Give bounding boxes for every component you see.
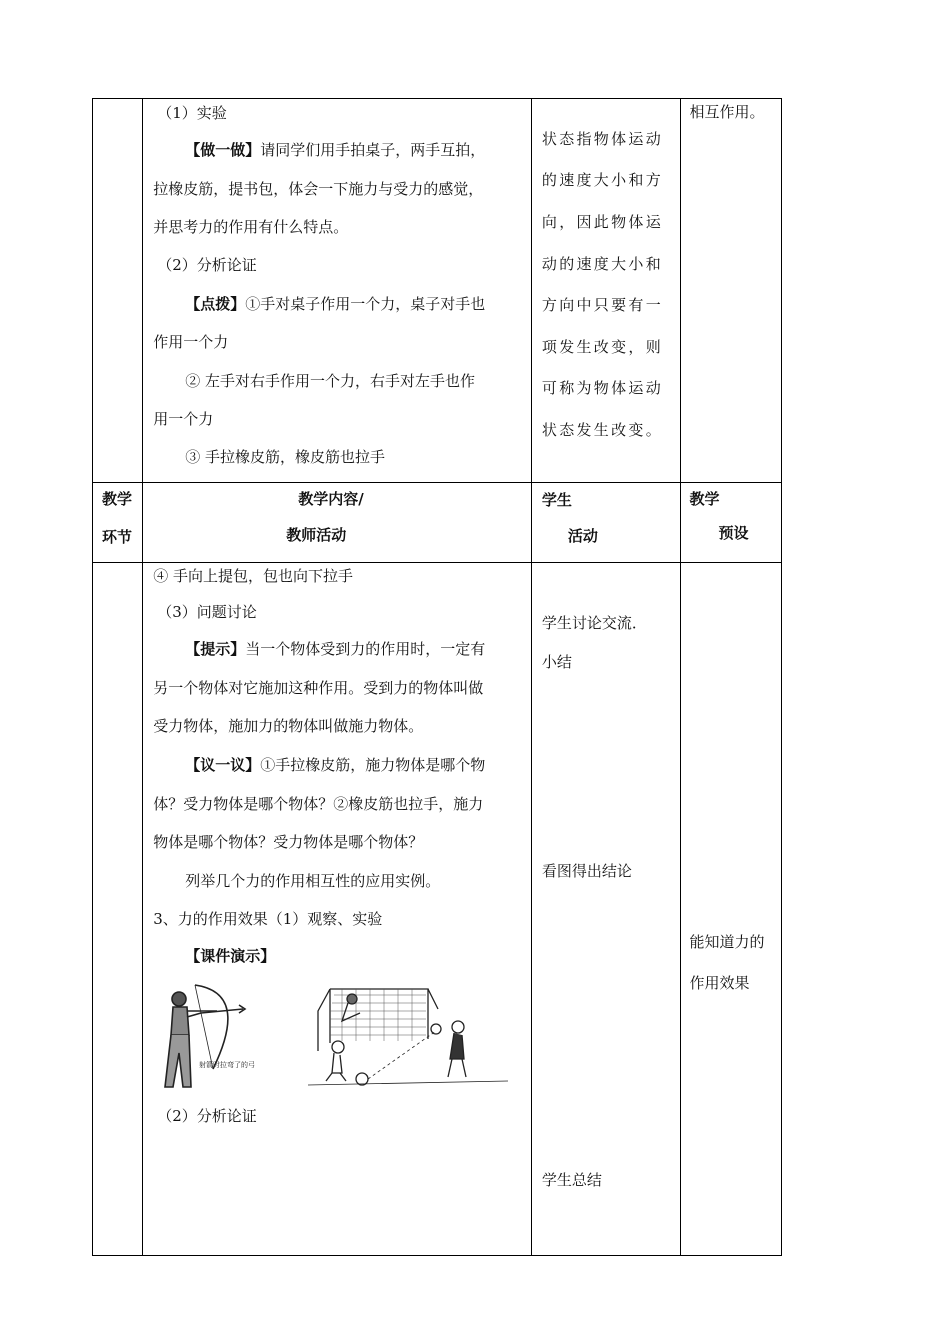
header-label: 活动: [567, 527, 598, 545]
table-header-row: [93, 483, 782, 563]
preset-cell: [680, 563, 781, 1256]
content-line: 体？受力物体是哪个物体？②橡皮筋也拉手，施力: [153, 795, 484, 813]
student-line: 可称为物体运动: [541, 379, 663, 397]
header-label: 教学: [102, 490, 133, 508]
stage-cell: [93, 99, 143, 483]
content-line: 用一个力: [153, 410, 214, 428]
student-line: 方向中只要有一: [541, 296, 663, 314]
student-line: 小结: [541, 653, 572, 671]
content-line: （2）分析论证: [157, 256, 257, 274]
content-line: （2）分析论证: [157, 1107, 257, 1125]
soccer-illustration: [308, 981, 508, 1091]
preset-cell: [680, 99, 781, 483]
content-line: 【点拨】①手对桌子作用一个力，桌子对手也: [185, 295, 486, 313]
student-line: 向，因此物体运: [541, 213, 663, 231]
content-cell: [143, 563, 532, 1256]
student-line: 项发生改变，则: [541, 338, 663, 356]
student-line: 的速度大小和方: [541, 171, 663, 189]
content-line: ③ 手拉橡皮筋，橡皮筋也拉手: [185, 448, 385, 466]
lesson-plan-table: [92, 98, 782, 1256]
student-cell: [531, 99, 680, 483]
header-label: 预设: [718, 524, 749, 542]
content-line: （1）实验: [157, 104, 227, 122]
header-label: 教学: [689, 490, 720, 508]
content-line: 【做一做】请同学们用手拍桌子，两手互拍，: [185, 141, 486, 159]
stage-cell: [93, 563, 143, 1256]
content-line: 【课件演示】: [185, 947, 276, 965]
content-line: 【提示】当一个物体受到力的作用时，一定有: [185, 640, 486, 658]
content-line: 【议一议】①手拉橡皮筋，施力物体是哪个物: [185, 756, 486, 774]
content-line: 并思考力的作用有什么特点。: [153, 218, 349, 236]
content-line: ② 左手对右手作用一个力，右手对左手也作: [185, 372, 475, 390]
illustration-caption: 射箭时拉弯了的弓: [199, 1061, 256, 1069]
header-label: 教师活动: [286, 526, 347, 544]
content-cell: [143, 99, 532, 483]
content-line: 3、力的作用效果（1）观察、实验: [153, 910, 383, 928]
header-preset-cell: [680, 483, 781, 563]
archer-illustration: [155, 973, 285, 1103]
student-line: 学生总结: [541, 1171, 602, 1189]
content-line: 物体是哪个物体？受力物体是哪个物体？: [153, 833, 424, 851]
header-label: 教学内容/: [298, 490, 364, 508]
student-line: 状态指物体运动: [541, 130, 663, 148]
student-line: 看图得出结论: [541, 862, 632, 880]
header-stage-cell: [93, 483, 143, 563]
preset-line: 能知道力的: [689, 933, 765, 951]
content-line: 列举几个力的作用相互性的应用实例。: [185, 872, 441, 890]
table-row: [93, 563, 782, 1256]
content-line: 受力物体，施加力的物体叫做施力物体。: [153, 717, 424, 735]
student-line: 状态发生改变。: [541, 421, 663, 439]
student-line: 动的速度大小和: [541, 255, 663, 273]
preset-line: 相互作用。: [689, 103, 765, 121]
content-line: 另一个物体对它施加这种作用。受到力的物体叫做: [153, 679, 484, 697]
student-cell: [531, 563, 680, 1256]
content-line: （3）问题讨论: [157, 603, 257, 621]
content-line: 拉橡皮筋，提书包，体会一下施力与受力的感觉，: [153, 180, 484, 198]
header-content-cell: [143, 483, 532, 563]
student-line: 学生讨论交流．: [541, 614, 647, 632]
preset-line: 作用效果: [689, 974, 750, 992]
header-student-cell: [531, 483, 680, 563]
header-label: 学生: [541, 491, 572, 509]
content-line: ④ 手向上提包，包也向下拉手: [153, 567, 353, 585]
table-row: [93, 99, 782, 483]
header-label: 环节: [102, 528, 133, 546]
content-line: 作用一个力: [153, 333, 229, 351]
